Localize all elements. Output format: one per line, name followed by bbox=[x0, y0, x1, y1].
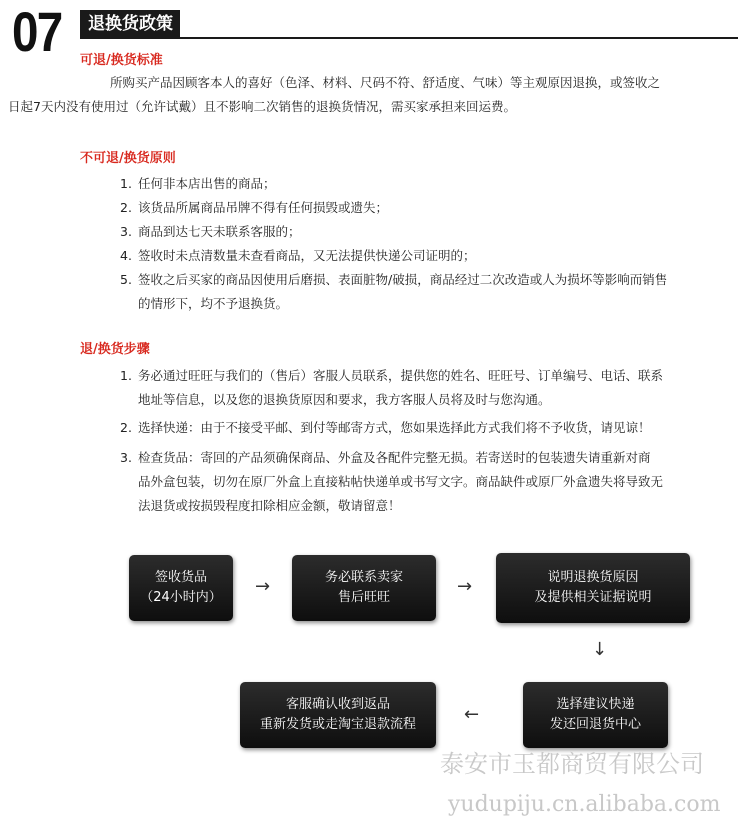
list-text: 商品到达七天未联系客服的； bbox=[138, 224, 301, 239]
header-rule bbox=[80, 37, 738, 39]
list-text: 任何非本店出售的商品； bbox=[138, 176, 276, 191]
list-text: 签收之后买家的商品因使用后磨损、表面脏物/破损，商品经过二次改造或人为损坏等影响而销售 bbox=[138, 272, 668, 287]
flow-step-choose-courier bbox=[523, 682, 668, 748]
list-number: 2. bbox=[120, 420, 132, 435]
flow-step-line: （24小时内） bbox=[140, 590, 222, 605]
flow-step-explain-reason bbox=[496, 553, 690, 623]
section-title-return-standard: 可退/换货标准 bbox=[80, 53, 163, 68]
list-number: 3. bbox=[120, 224, 132, 239]
flow-step-line: 重新发货或走淘宝退款流程 bbox=[259, 717, 416, 732]
list-text: 务必通过旺旺与我们的（售后）客服人员联系，提供您的姓名、旺旺号、订单编号、电话、联系 bbox=[138, 368, 664, 383]
flow-step-contact-seller bbox=[292, 555, 436, 621]
page-title: 退换货政策 bbox=[88, 14, 173, 34]
flow-step-confirm-refund bbox=[240, 682, 436, 748]
list-number: 4. bbox=[120, 248, 132, 263]
flow-step-line: 说明退换货原因 bbox=[547, 570, 639, 585]
list-text: 该货品所属商品吊牌不得有任何损毁或遗失； bbox=[138, 200, 389, 215]
section-title-no-return-rules: 不可退/换货原则 bbox=[80, 151, 176, 166]
section-number: 07 bbox=[12, 0, 62, 63]
list-text-continued: 法退货或按损毁程度扣除相应金额，敬请留意！ bbox=[138, 498, 401, 513]
flow-step-line: 客服确认收到返品 bbox=[285, 697, 390, 712]
paragraph-line: 日起7天内没有使用过（允许试戴）且不影响二次销售的退换货情况，需买家承担来回运费。 bbox=[8, 99, 516, 114]
list-number: 1. bbox=[120, 176, 132, 191]
flow-step-line: 及提供相关证据说明 bbox=[534, 590, 652, 605]
list-text: 检查货品：寄回的产品须确保商品、外盒及各配件完整无损。若寄送时的包装遗失请重新对商 bbox=[138, 450, 651, 465]
list-number: 1. bbox=[120, 368, 132, 383]
flow-step-line: 售后旺旺 bbox=[337, 590, 390, 605]
list-text: 签收时未点清数量未查看商品，又无法提供快递公司证明的； bbox=[138, 248, 476, 263]
watermark-company: 泰安市玉都商贸有限公司 bbox=[440, 750, 704, 778]
list-text-continued: 的情形下，均不予退换货。 bbox=[138, 296, 289, 311]
paragraph-line: 所购买产品因顾客本人的喜好（色泽、材料、尺码不符、舒适度、气味）等主观原因退换，或签收之 bbox=[110, 75, 661, 90]
list-text: 选择快递：由于不接受平邮、到付等邮寄方式，您如果选择此方式我们将不予收货，请见谅！ bbox=[138, 420, 651, 435]
flow-step-line: 选择建议快递 bbox=[556, 697, 635, 712]
arrow-right-icon: → bbox=[457, 576, 473, 597]
flow-step-line: 务必联系卖家 bbox=[324, 570, 403, 585]
list-number: 2. bbox=[120, 200, 132, 215]
watermark-domain: yudupiju.cn.alibaba.com bbox=[448, 792, 721, 817]
arrow-right-icon: → bbox=[255, 576, 271, 597]
section-title-return-steps: 退/换货步骤 bbox=[80, 342, 150, 357]
list-number: 5. bbox=[120, 272, 132, 287]
list-number: 3. bbox=[120, 450, 132, 465]
list-text-continued: 品外盒包装，切勿在原厂外盒上直接粘帖快递单或书写文字。商品缺件或原厂外盒遗失将导致无 bbox=[138, 474, 664, 489]
flow-step-sign-goods bbox=[129, 555, 233, 621]
flow-step-line: 签收货品 bbox=[154, 570, 207, 585]
arrow-left-icon: ← bbox=[464, 704, 480, 725]
list-text-continued: 地址等信息，以及您的退换货原因和要求，我方客服人员将及时与您沟通。 bbox=[138, 392, 551, 407]
arrow-down-icon: ↓ bbox=[592, 639, 608, 660]
flow-step-line: 发还回退货中心 bbox=[549, 717, 641, 732]
